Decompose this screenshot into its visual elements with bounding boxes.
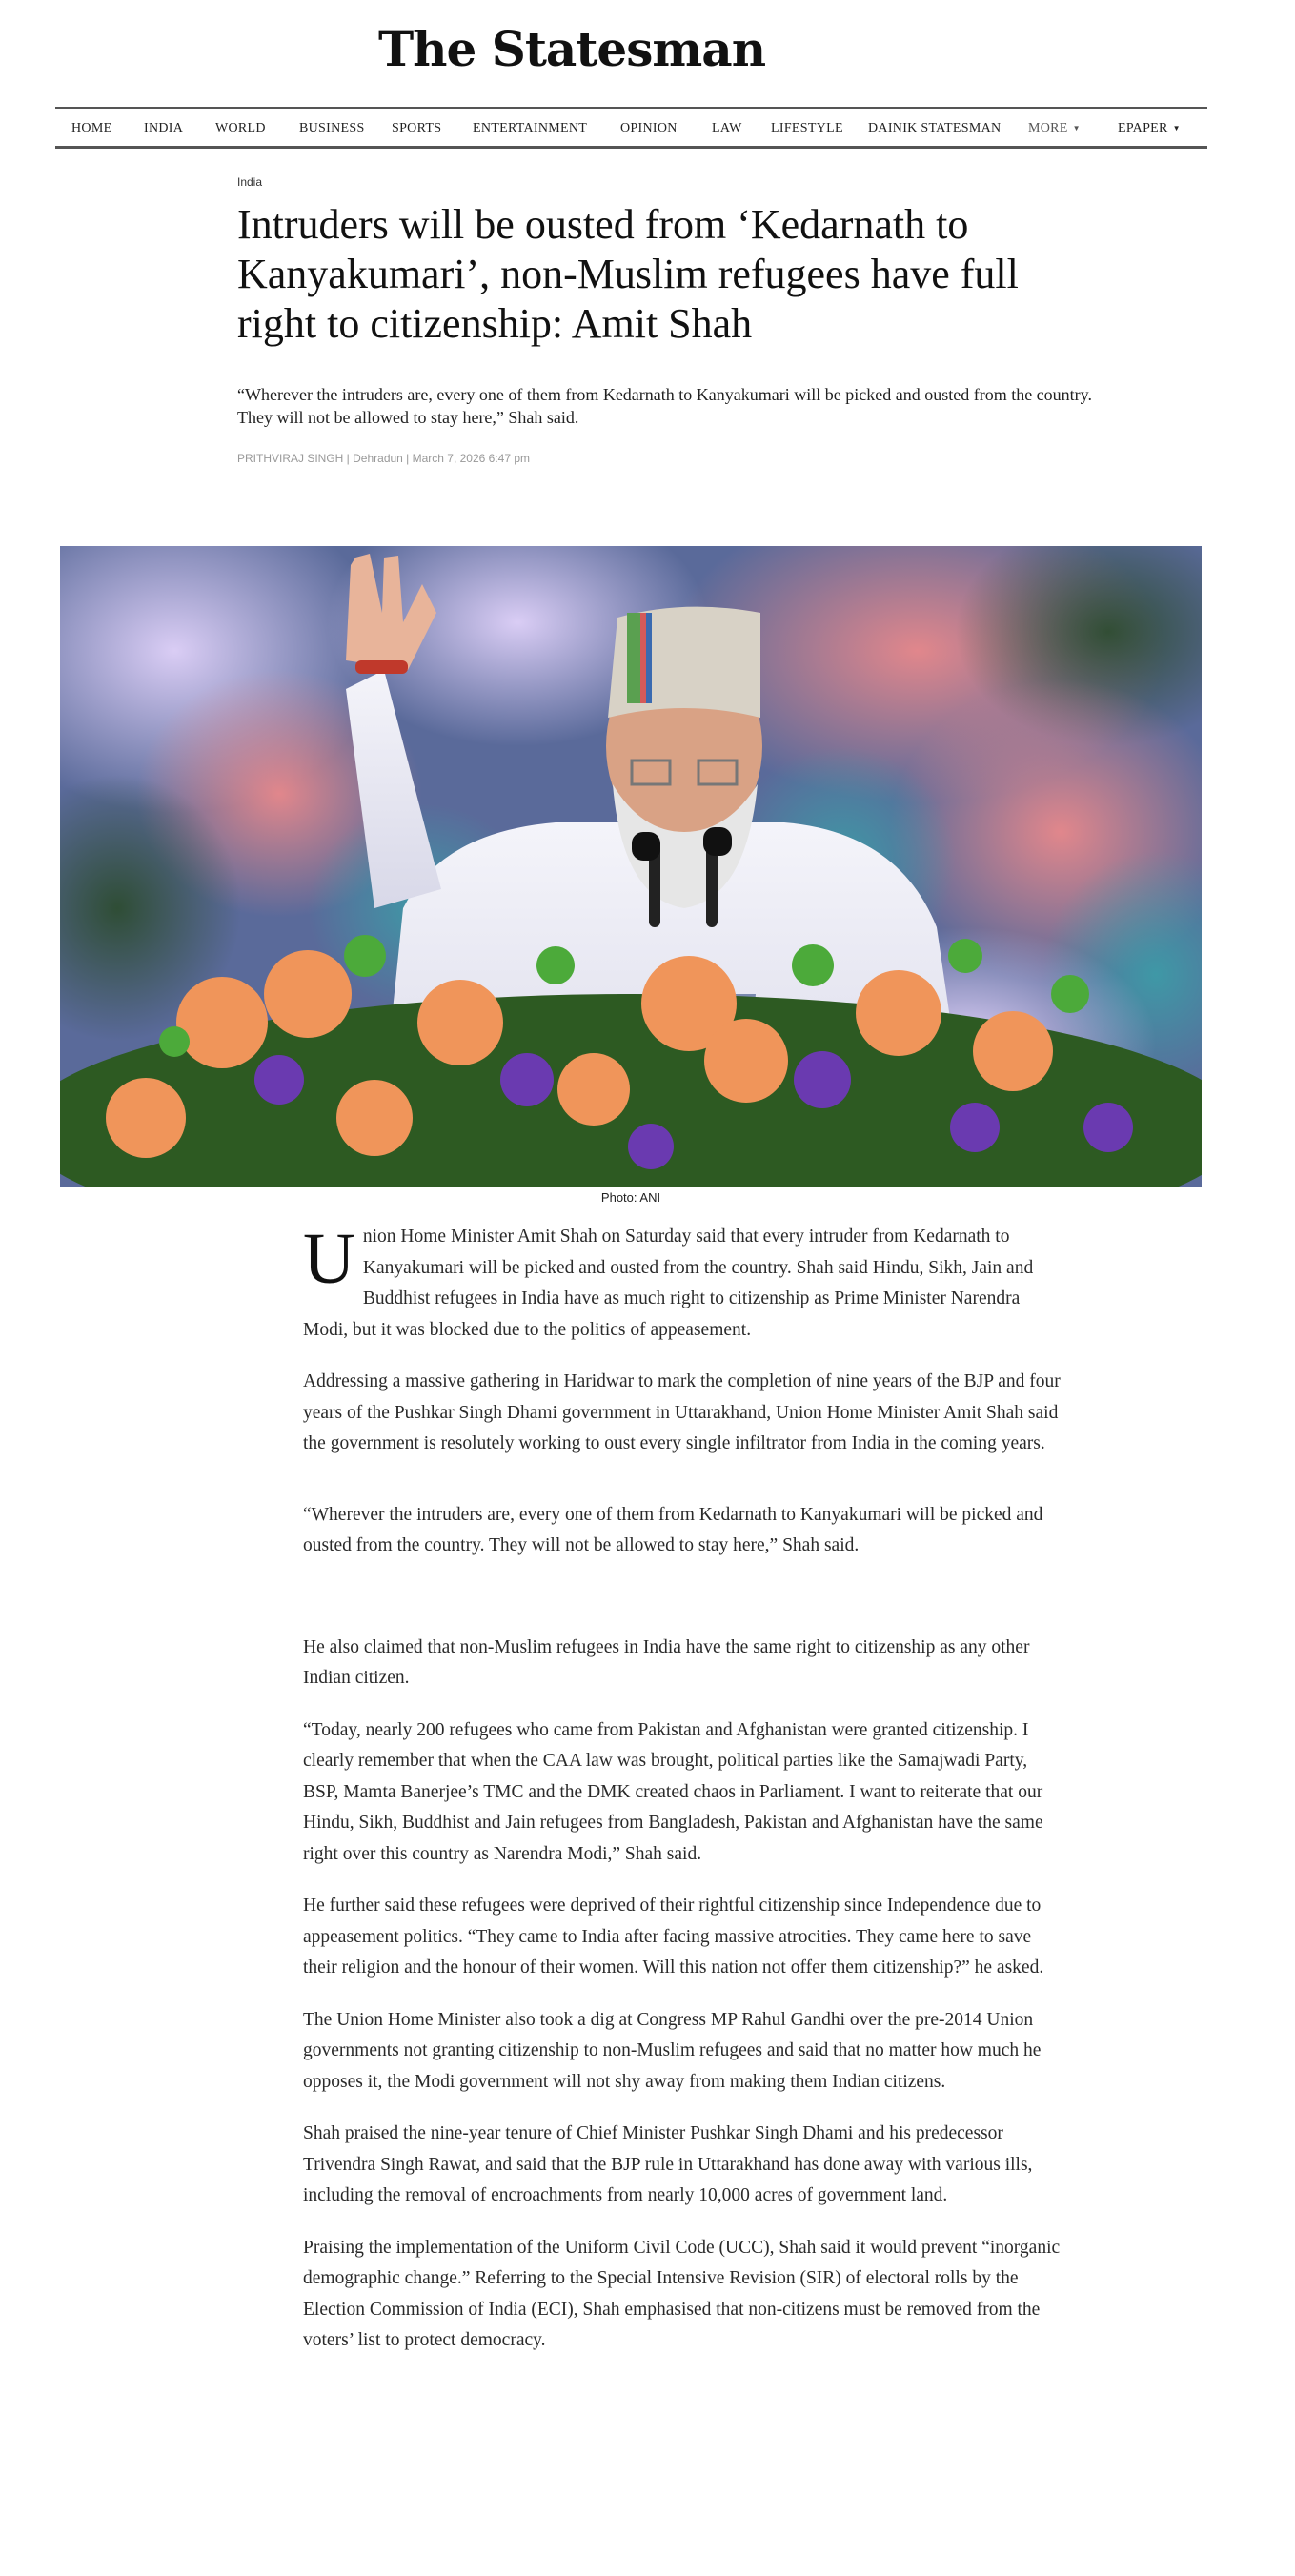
nav-more-label: MORE [1028, 121, 1068, 135]
caret-down-icon: ▼ [1172, 124, 1181, 133]
nav-world[interactable]: WORLD [215, 121, 266, 135]
paragraph-4: He also claimed that non-Muslim refugees in India have the same right to citizenship as any other Indian citizen. [303, 1636, 1030, 1688]
caret-down-icon: ▼ [1072, 124, 1081, 133]
photo-caption: Photo: ANI [600, 1190, 661, 1205]
nav-law[interactable]: LAW [712, 121, 742, 135]
paragraph-8: Shah praised the nine-year tenure of Chief Minister Pushkar Singh Dhami and his predecessor Trivendra Singh Rawat, and said that the BJP rule in Uttarakhand has done away with various ills, including the removal of encroachments from nearly 10,000 acres of government land. [303, 2123, 1033, 2205]
nav-epaper-label: EPAPER [1118, 121, 1168, 135]
article-byline: PRITHVIRAJ SINGH | Dehradun | March 7, 2026 6:47 pm [237, 452, 531, 465]
site-logo[interactable]: The Statesman [377, 21, 766, 77]
paragraph-7: The Union Home Minister also took a dig at Congress MP Rahul Gandhi over the pre-2014 Union governments not granting citizenship to non-Muslim refugees and said that no matter how much he opposes it, the Modi government will not shy away from making them Indian citizens. [303, 2009, 1042, 2092]
nav-business[interactable]: BUSINESS [299, 121, 365, 135]
nav-entertainment[interactable]: ENTERTAINMENT [473, 121, 588, 135]
article-headline: Intruders will be ousted from ‘Kedarnath to Kanyakumari’, non-Muslim refugees have full right to citizenship: Amit Shah [237, 201, 1019, 347]
nav-sports[interactable]: SPORTS [392, 121, 442, 135]
drop-cap: U [303, 1219, 355, 1299]
paragraph-5: “Today, nearly 200 refugees who came from Pakistan and Afghanistan were granted citizenship. I clearly remember that when the CAA law was brought, political parties like the Samajwadi Party, BSP, Mamta Banerjee’s TMC and the DMK created chaos in Parliament. I want to reiterate that our Hindu, Sikh, Buddhist and Jain refugees from Bangladesh, Pakistan and Afghanistan have the same right over this country as Narendra Modi,” Shah said. [303, 1719, 1043, 1864]
nav-more[interactable] [1028, 121, 1081, 136]
article-deck: “Wherever the intruders are, every one of them from Kedarnath to Kanyakumari will be picked and ousted from the country. They will not be allowed to stay here,” Shah said. [237, 385, 1092, 427]
paragraph-1-text: nion Home Minister Amit Shah on Saturday said that every intruder from Kedarnath to Kanyakumari will be picked and ousted from the country. Shah said Hindu, Sikh, Jain and Buddhist refugees in India have as much right to citizenship as Prime Minister Narendra Modi, but it was blocked due to the politics of appeasement. [303, 1227, 1034, 1340]
nav-opinion[interactable]: OPINION [620, 121, 678, 135]
pull-quote: “Wherever the intruders are, every one of them from Kedarnath to Kanyakumari will be picked and ousted from the country. They will not be allowed to stay here,” Shah said. [303, 1504, 1043, 1555]
article-body [303, 1219, 1065, 2378]
paragraph-6: He further said these refugees were deprived of their rightful citizenship since Independence due to appeasement politics. “They came to India after facing massive atrocities. They came here to save their religion and the honour of their women. Will this nation not offer them citizenship?” he asked. [303, 1896, 1044, 1978]
nav-epaper[interactable] [1118, 121, 1181, 136]
paragraph-9: Praising the implementation of the Uniform Civil Code (UCC), Shah said it would prevent “inorganic demographic change.” Referring to the Special Intensive Revision (SIR) of electoral rolls by the Election Commission of India (ECI), Shah emphasised that non-citizens must be removed from the voters’ list to protect democracy. [303, 2237, 1061, 2350]
hero-photo [60, 546, 1202, 1187]
section-label[interactable]: India [237, 175, 263, 189]
main-nav [55, 107, 1207, 149]
paragraph-2: Addressing a massive gathering in Haridwar to mark the completion of nine years of the BJP and four years of the Pushkar Singh Dhami government in Uttarakhand, Union Home Minister Amit Shah said the government is resolutely working to oust every single infiltrator from India in the coming years. [303, 1371, 1061, 1453]
nav-india[interactable]: INDIA [144, 121, 184, 135]
nav-dainik-statesman[interactable]: DAINIK STATESMAN [868, 121, 1002, 135]
nav-lifestyle[interactable]: LIFESTYLE [771, 121, 843, 135]
nav-home[interactable]: HOME [71, 121, 112, 135]
paragraph-1 [303, 1219, 1065, 1346]
